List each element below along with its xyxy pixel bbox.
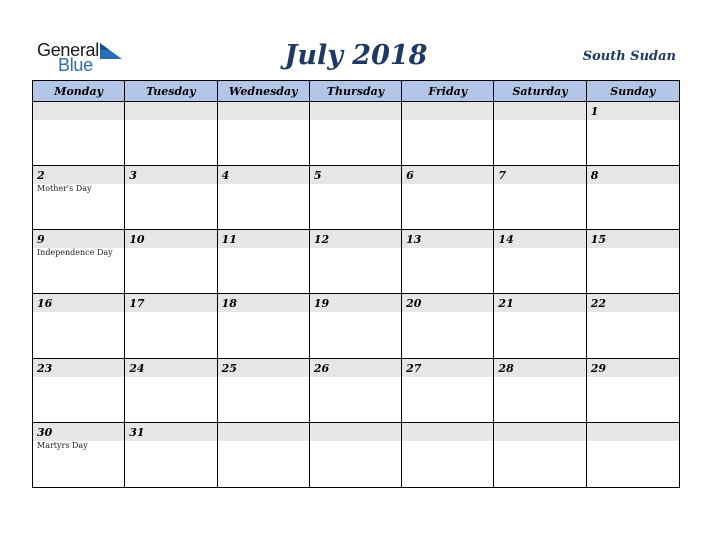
day-cell-header — [33, 102, 124, 120]
day-cell — [402, 166, 494, 229]
day-number: 9 — [37, 233, 45, 247]
day-cell-header — [218, 359, 309, 377]
day-cell — [125, 294, 217, 357]
day-cell-header — [125, 230, 216, 248]
day-cell — [494, 294, 586, 357]
day-number: 12 — [313, 233, 330, 247]
calendar-grid — [32, 80, 680, 488]
day-cell-header — [494, 359, 585, 377]
day-number: 5 — [313, 169, 322, 183]
weekday-header: Thursday — [310, 81, 402, 101]
day-cell-header — [402, 423, 493, 441]
day-cell-header — [402, 166, 493, 184]
day-cell-header — [402, 359, 493, 377]
day-cell-header — [125, 423, 216, 441]
day-cell-header — [218, 166, 309, 184]
day-cell — [587, 230, 679, 293]
day-cell-header — [310, 423, 401, 441]
week-row — [33, 359, 679, 423]
day-cell — [494, 102, 586, 165]
day-cell-header — [33, 230, 124, 248]
weeks-container — [33, 102, 679, 487]
day-cell-header — [494, 230, 585, 248]
day-cell-header — [33, 359, 124, 377]
day-cell — [402, 423, 494, 487]
weekday-header-row — [33, 81, 679, 102]
day-number: 2 — [37, 169, 45, 183]
day-number: 18 — [221, 297, 237, 311]
day-cell — [402, 230, 494, 293]
day-number: 28 — [498, 361, 514, 375]
day-cell — [310, 166, 402, 229]
country-label: South Sudan — [582, 49, 676, 64]
day-number: 26 — [313, 361, 330, 375]
day-cell — [587, 359, 679, 422]
day-cell — [310, 102, 402, 165]
day-number: 20 — [406, 297, 422, 311]
weekday-header: Tuesday — [125, 81, 217, 101]
day-cell — [494, 423, 586, 487]
day-cell-header — [218, 230, 309, 248]
day-number: 22 — [590, 297, 607, 311]
day-cell-header — [218, 294, 309, 312]
day-cell-header — [218, 423, 309, 441]
weekday-header: Friday — [402, 81, 494, 101]
day-cell — [587, 423, 679, 487]
day-number: 27 — [406, 361, 422, 375]
day-cell-header — [310, 230, 401, 248]
day-cell — [218, 423, 310, 487]
day-cell — [494, 166, 586, 229]
day-cell-header — [218, 102, 309, 120]
day-cell — [218, 230, 310, 293]
day-cell-header — [402, 294, 493, 312]
day-cell-header — [310, 359, 401, 377]
day-cell-header — [587, 359, 679, 377]
day-cell-header — [125, 166, 216, 184]
day-number: 6 — [406, 169, 414, 183]
day-cell-header — [494, 423, 585, 441]
holiday-label: Independence Day — [37, 248, 113, 258]
day-cell — [218, 166, 310, 229]
day-cell — [125, 102, 217, 165]
day-cell-header — [494, 102, 585, 120]
day-cell-header — [494, 166, 585, 184]
day-number: 23 — [37, 361, 53, 375]
day-cell — [494, 359, 586, 422]
week-row — [33, 294, 679, 358]
weekday-header: Wednesday — [218, 81, 310, 101]
logo-word-general: General — [37, 40, 99, 60]
calendar-title: July 2018 — [284, 40, 428, 71]
day-cell-header — [310, 294, 401, 312]
day-cell — [402, 294, 494, 357]
day-number: 15 — [590, 233, 607, 247]
day-number: 4 — [221, 169, 230, 183]
day-cell-header — [125, 294, 216, 312]
day-cell-header — [125, 359, 216, 377]
day-cell — [402, 359, 494, 422]
week-row — [33, 102, 679, 166]
day-cell-header — [587, 294, 679, 312]
day-cell — [310, 230, 402, 293]
day-number: 7 — [498, 169, 507, 183]
day-cell — [587, 102, 679, 165]
day-cell — [494, 230, 586, 293]
day-cell — [310, 423, 402, 487]
day-cell — [33, 423, 125, 487]
day-cell-header — [587, 423, 679, 441]
day-number: 30 — [37, 425, 53, 439]
day-cell — [218, 359, 310, 422]
day-number: 19 — [313, 297, 330, 311]
day-cell — [33, 359, 125, 422]
day-number: 8 — [590, 169, 599, 183]
day-number: 24 — [129, 361, 145, 375]
day-cell — [125, 166, 217, 229]
day-cell — [33, 230, 125, 293]
holiday-label: Martyrs Day — [37, 440, 88, 450]
day-number: 16 — [37, 297, 53, 311]
week-row — [33, 230, 679, 294]
week-row — [33, 166, 679, 230]
day-cell — [33, 166, 125, 229]
day-number: 29 — [590, 361, 607, 375]
day-cell — [125, 359, 217, 422]
day-number: 13 — [406, 233, 422, 247]
logo-word-blue: Blue — [58, 55, 93, 75]
day-number: 31 — [129, 425, 145, 439]
holiday-label: Mother's Day — [37, 184, 92, 194]
day-number: 21 — [498, 297, 514, 311]
day-cell-header — [587, 166, 679, 184]
day-cell-header — [310, 102, 401, 120]
day-number: 11 — [221, 233, 237, 247]
day-cell — [310, 359, 402, 422]
day-cell — [587, 294, 679, 357]
day-cell-header — [33, 294, 124, 312]
day-cell — [33, 294, 125, 357]
day-cell — [218, 102, 310, 165]
day-cell — [125, 423, 217, 487]
day-number: 3 — [129, 169, 137, 183]
weekday-header: Saturday — [494, 81, 586, 101]
day-cell — [402, 102, 494, 165]
day-cell-header — [587, 230, 679, 248]
day-number: 10 — [129, 233, 145, 247]
day-number: 14 — [498, 233, 514, 247]
day-cell-header — [587, 102, 679, 120]
day-cell — [125, 230, 217, 293]
day-cell-header — [402, 102, 493, 120]
day-cell — [218, 294, 310, 357]
day-cell-header — [402, 230, 493, 248]
day-cell — [33, 102, 125, 165]
day-cell-header — [310, 166, 401, 184]
day-cell-header — [125, 102, 216, 120]
week-row — [33, 423, 679, 487]
day-cell-header — [33, 166, 124, 184]
weekday-header: Monday — [33, 81, 125, 101]
day-number: 17 — [129, 297, 145, 311]
day-cell — [587, 166, 679, 229]
day-cell-header — [494, 294, 585, 312]
day-number: 25 — [221, 361, 237, 375]
day-cell — [310, 294, 402, 357]
weekday-header: Sunday — [610, 84, 656, 98]
day-number: 1 — [590, 105, 599, 118]
day-cell-header — [33, 423, 124, 441]
